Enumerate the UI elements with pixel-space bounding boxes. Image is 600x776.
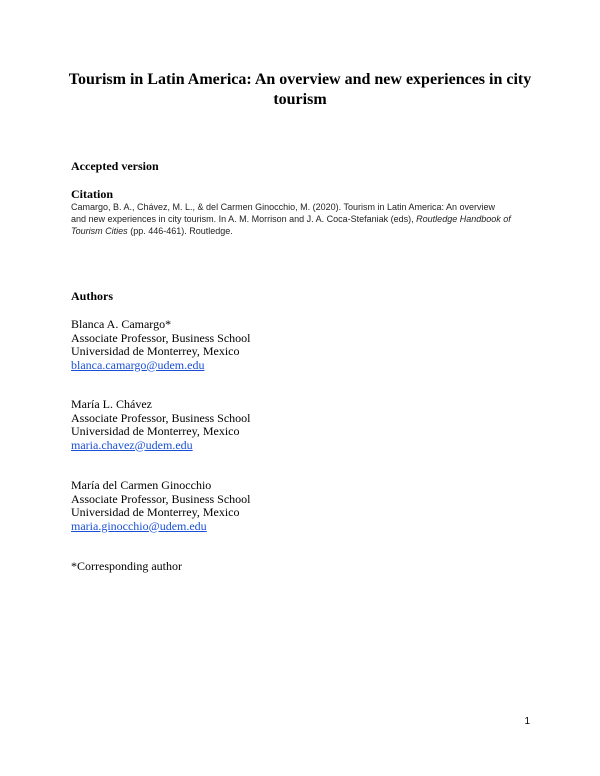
author-block — [71, 479, 251, 533]
author-affiliation: Universidad de Monterrey, Mexico — [71, 424, 240, 438]
author-position: Associate Professor, Business School — [71, 491, 251, 506]
citation-text-part1: Camargo, B. A., Chávez, M. L., & del Carmen Ginocchio, M. (2020). Tourism in Latin America: An overview and new experiences in city tourism. In A. M. Morrison and J. A. Coca-Stefaniak (eds), — [71, 202, 496, 224]
author-name: Blanca A. Camargo* — [71, 317, 172, 331]
authors-heading: Authors — [71, 289, 114, 303]
corresponding-author-note: *Corresponding author — [71, 559, 182, 573]
citation-book-title: Routledge Handbook of Tourism Cities — [71, 214, 511, 236]
author-email-link[interactable]: maria.ginocchio@udem.edu — [71, 518, 207, 533]
version-label: Accepted version — [71, 159, 159, 173]
author-position: Associate Professor, Business School — [71, 330, 251, 345]
author-position: Associate Professor, Business School — [71, 410, 251, 425]
author-block — [71, 398, 251, 452]
author-affiliation: Universidad de Monterrey, Mexico — [71, 344, 240, 358]
author-email-link[interactable]: blanca.camargo@udem.edu — [71, 357, 205, 372]
author-name: María L. Chávez — [71, 397, 152, 411]
author-block — [71, 318, 251, 372]
author-affiliation: Universidad de Monterrey, Mexico — [71, 505, 240, 519]
page-number: 1 — [524, 716, 530, 727]
author-name: María del Carmen Ginocchio — [71, 478, 212, 492]
document-title: Tourism in Latin America: An overview and new experiences in city tourism — [68, 71, 532, 108]
author-email-link[interactable]: maria.chavez@udem.edu — [71, 437, 193, 452]
citation-heading: Citation — [71, 187, 113, 201]
citation-text — [71, 201, 511, 237]
citation-text-part2: (pp. 446-461). Routledge. — [130, 226, 233, 236]
